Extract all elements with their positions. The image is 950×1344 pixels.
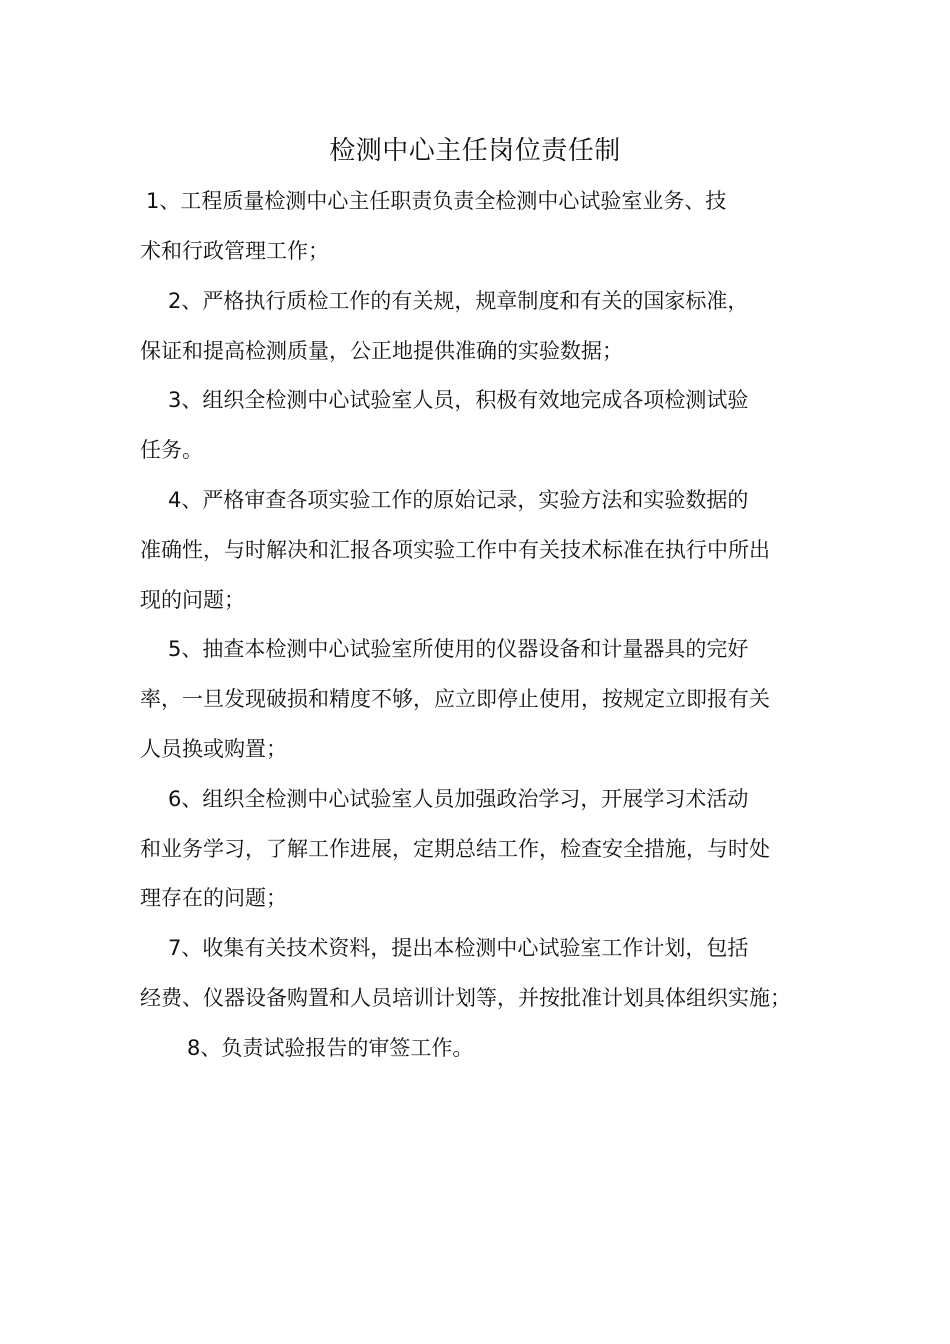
document-title: 检测中心主任岗位责任制: [329, 136, 621, 166]
paragraph-1-line-1: 1、工程质量检测中心主任职责负责全检测中心试验室业务、技: [146, 189, 727, 213]
paragraph-4-line-2: 准确性，与时解决和汇报各项实验工作中有关技术标准在执行中所出: [140, 538, 770, 562]
paragraph-4-line-1: 4、严格审查各项实验工作的原始记录，实验方法和实验数据的: [168, 488, 749, 512]
paragraph-3-line-1: 3、组织全检测中心试验室人员，积极有效地完成各项检测试验: [168, 388, 749, 412]
paragraph-2-line-2: 保证和提高检测质量，公正地提供准确的实验数据；: [140, 339, 623, 363]
paragraph-3-line-2: 任务。: [140, 438, 203, 462]
paragraph-7-line-1: 7、收集有关技术资料，提出本检测中心试验室工作计划，包括: [168, 936, 749, 960]
paragraph-5-line-2: 率，一旦发现破损和精度不够，应立即停止使用，按规定立即报有关: [140, 687, 770, 711]
paragraph-6-line-1: 6、组织全检测中心试验室人员加强政治学习，开展学习术活动: [168, 787, 749, 811]
paragraph-8-line-1: 8、负责试验报告的审签工作。: [187, 1036, 474, 1060]
paragraph-2-line-1: 2、严格执行质检工作的有关规，规章制度和有关的国家标准，: [168, 289, 749, 313]
paragraph-5-line-1: 5、抽查本检测中心试验室所使用的仪器设备和计量器具的完好: [168, 637, 749, 661]
paragraph-1-line-2: 术和行政管理工作；: [140, 239, 329, 263]
paragraph-5-line-3: 人员换或购置；: [140, 737, 287, 761]
paragraph-6-line-3: 理存在的问题；: [140, 886, 287, 910]
paragraph-7-line-2: 经费、仪器设备购置和人员培训计划等，并按批准计划具体组织实施；: [140, 986, 791, 1010]
paragraph-4-line-3: 现的问题；: [140, 588, 245, 612]
paragraph-6-line-2: 和业务学习，了解工作进展，定期总结工作，检查安全措施，与时处: [140, 837, 770, 861]
